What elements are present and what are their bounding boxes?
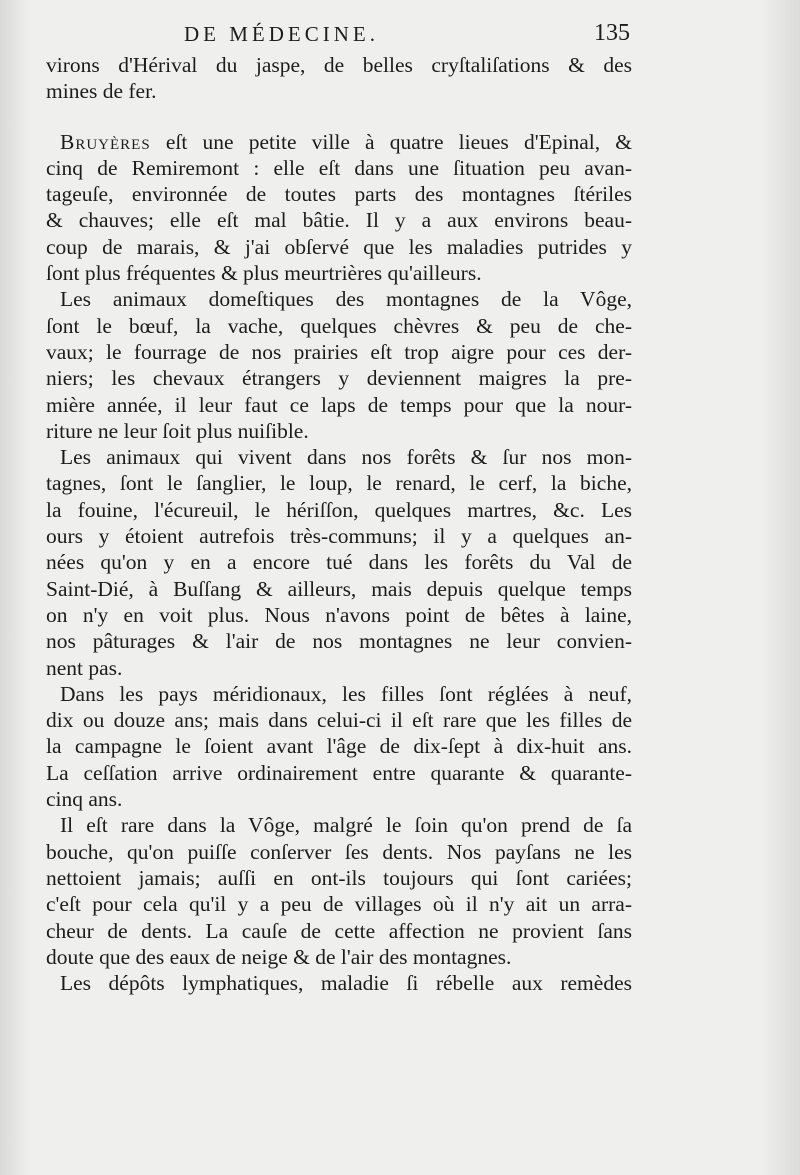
page-edge-shadow bbox=[760, 0, 800, 1175]
text-line: vaux; le fourrage de nos prairies eſt trop aigre pour ces der- bbox=[46, 339, 632, 364]
page-number: 135 bbox=[594, 20, 630, 46]
text-line: tageuſe, environnée de toutes parts des montagnes ſtériles bbox=[46, 182, 632, 207]
text-line: nos pâturages & l'air de nos montagnes ne leur convien- bbox=[46, 629, 632, 654]
page-header bbox=[180, 20, 630, 54]
text-line: coup de marais, & j'ai obſervé que les maladies putrides y bbox=[46, 234, 632, 259]
body-text bbox=[46, 52, 632, 996]
text-line: nent pas. bbox=[46, 655, 123, 680]
text-line: la campagne le ſoient avant l'âge de dix-ſept à dix-huit ans. bbox=[46, 734, 632, 759]
text-line: cinq de Remiremont : elle eſt dans une ſituation peu avan- bbox=[46, 155, 632, 180]
text-line: cinq ans. bbox=[46, 787, 123, 812]
text-line: virons d'Hérival du jaspe, de belles cryſtaliſations & des bbox=[46, 53, 632, 77]
text-line: La ceſſation arrive ordinairement entre quarante & quarante- bbox=[46, 760, 632, 785]
text-line: Les animaux domeſtiques des montagnes de la Vôge, bbox=[60, 287, 632, 312]
text-line: ſont plus fréquentes & plus meurtrières qu'ailleurs. bbox=[46, 261, 482, 286]
text-line: dix ou douze ans; mais dans celui-ci il eſt rare que les filles de bbox=[46, 708, 632, 733]
text-line: Les dépôts lymphatiques, maladie ſi rébelle aux remèdes bbox=[60, 971, 632, 996]
text-line: tagnes, ſont le ſanglier, le loup, le renard, le cerf, la biche, bbox=[46, 471, 632, 496]
text-line: la fouine, l'écureuil, le hériſſon, quelques martres, &c. Les bbox=[46, 497, 632, 522]
text-line: & chauves; elle eſt mal bâtie. Il y a aux environs beau- bbox=[46, 208, 632, 233]
text-line: ſont le bœuf, la vache, quelques chèvres & peu de che- bbox=[46, 313, 632, 338]
text-line: c'eſt pour cela qu'il y a peu de villages où il n'y ait un arra- bbox=[46, 892, 632, 917]
text-line: mines de fer. bbox=[46, 79, 157, 104]
text-line: Les animaux qui vivent dans nos forêts & ſur nos mon- bbox=[60, 445, 632, 470]
text-line: nées qu'on y en a encore tué dans les forêts du Val de bbox=[46, 550, 632, 575]
text-line: cheur de dents. La cauſe de cette affection ne provient ſans bbox=[46, 918, 632, 943]
paragraph-gap bbox=[46, 105, 632, 129]
text-line: bouche, qu'on puiſſe conſerver ſes dents. Nos payſans ne les bbox=[46, 839, 632, 864]
page-gutter-shadow bbox=[0, 0, 30, 1175]
text-line: riture ne leur ſoit plus nuiſible. bbox=[46, 418, 309, 443]
text-line: Dans les pays méridionaux, les filles ſont réglées à neuf, bbox=[60, 681, 632, 706]
text-line: ours y étoient autrefois très-communs; il y a quelques an- bbox=[46, 524, 632, 549]
text-line: Saint-Dié, à Buſſang & ailleurs, mais depuis quelque temps bbox=[46, 576, 632, 601]
text-line: niers; les chevaux étrangers y deviennent maigres la pre- bbox=[46, 366, 632, 391]
place-name: Bruyères bbox=[60, 129, 151, 154]
text-line: Bruyères eſt une petite ville à quatre lieues d'Epinal, & bbox=[60, 129, 632, 154]
text-line: Il eſt rare dans la Vôge, malgré le ſoin qu'on prend de ſa bbox=[60, 813, 632, 838]
text-line: doute que des eaux de neige & de l'air des montagnes. bbox=[46, 944, 512, 969]
text-line: on n'y en voit plus. Nous n'avons point de bêtes à laine, bbox=[46, 602, 632, 627]
text-line: nettoient jamais; auſſi en ont-ils toujours qui ſont cariées; bbox=[46, 865, 632, 890]
text-line: mière année, il leur faut ce laps de temps pour que la nour- bbox=[46, 392, 632, 417]
running-head: DE MÉDECINE. bbox=[184, 22, 379, 46]
